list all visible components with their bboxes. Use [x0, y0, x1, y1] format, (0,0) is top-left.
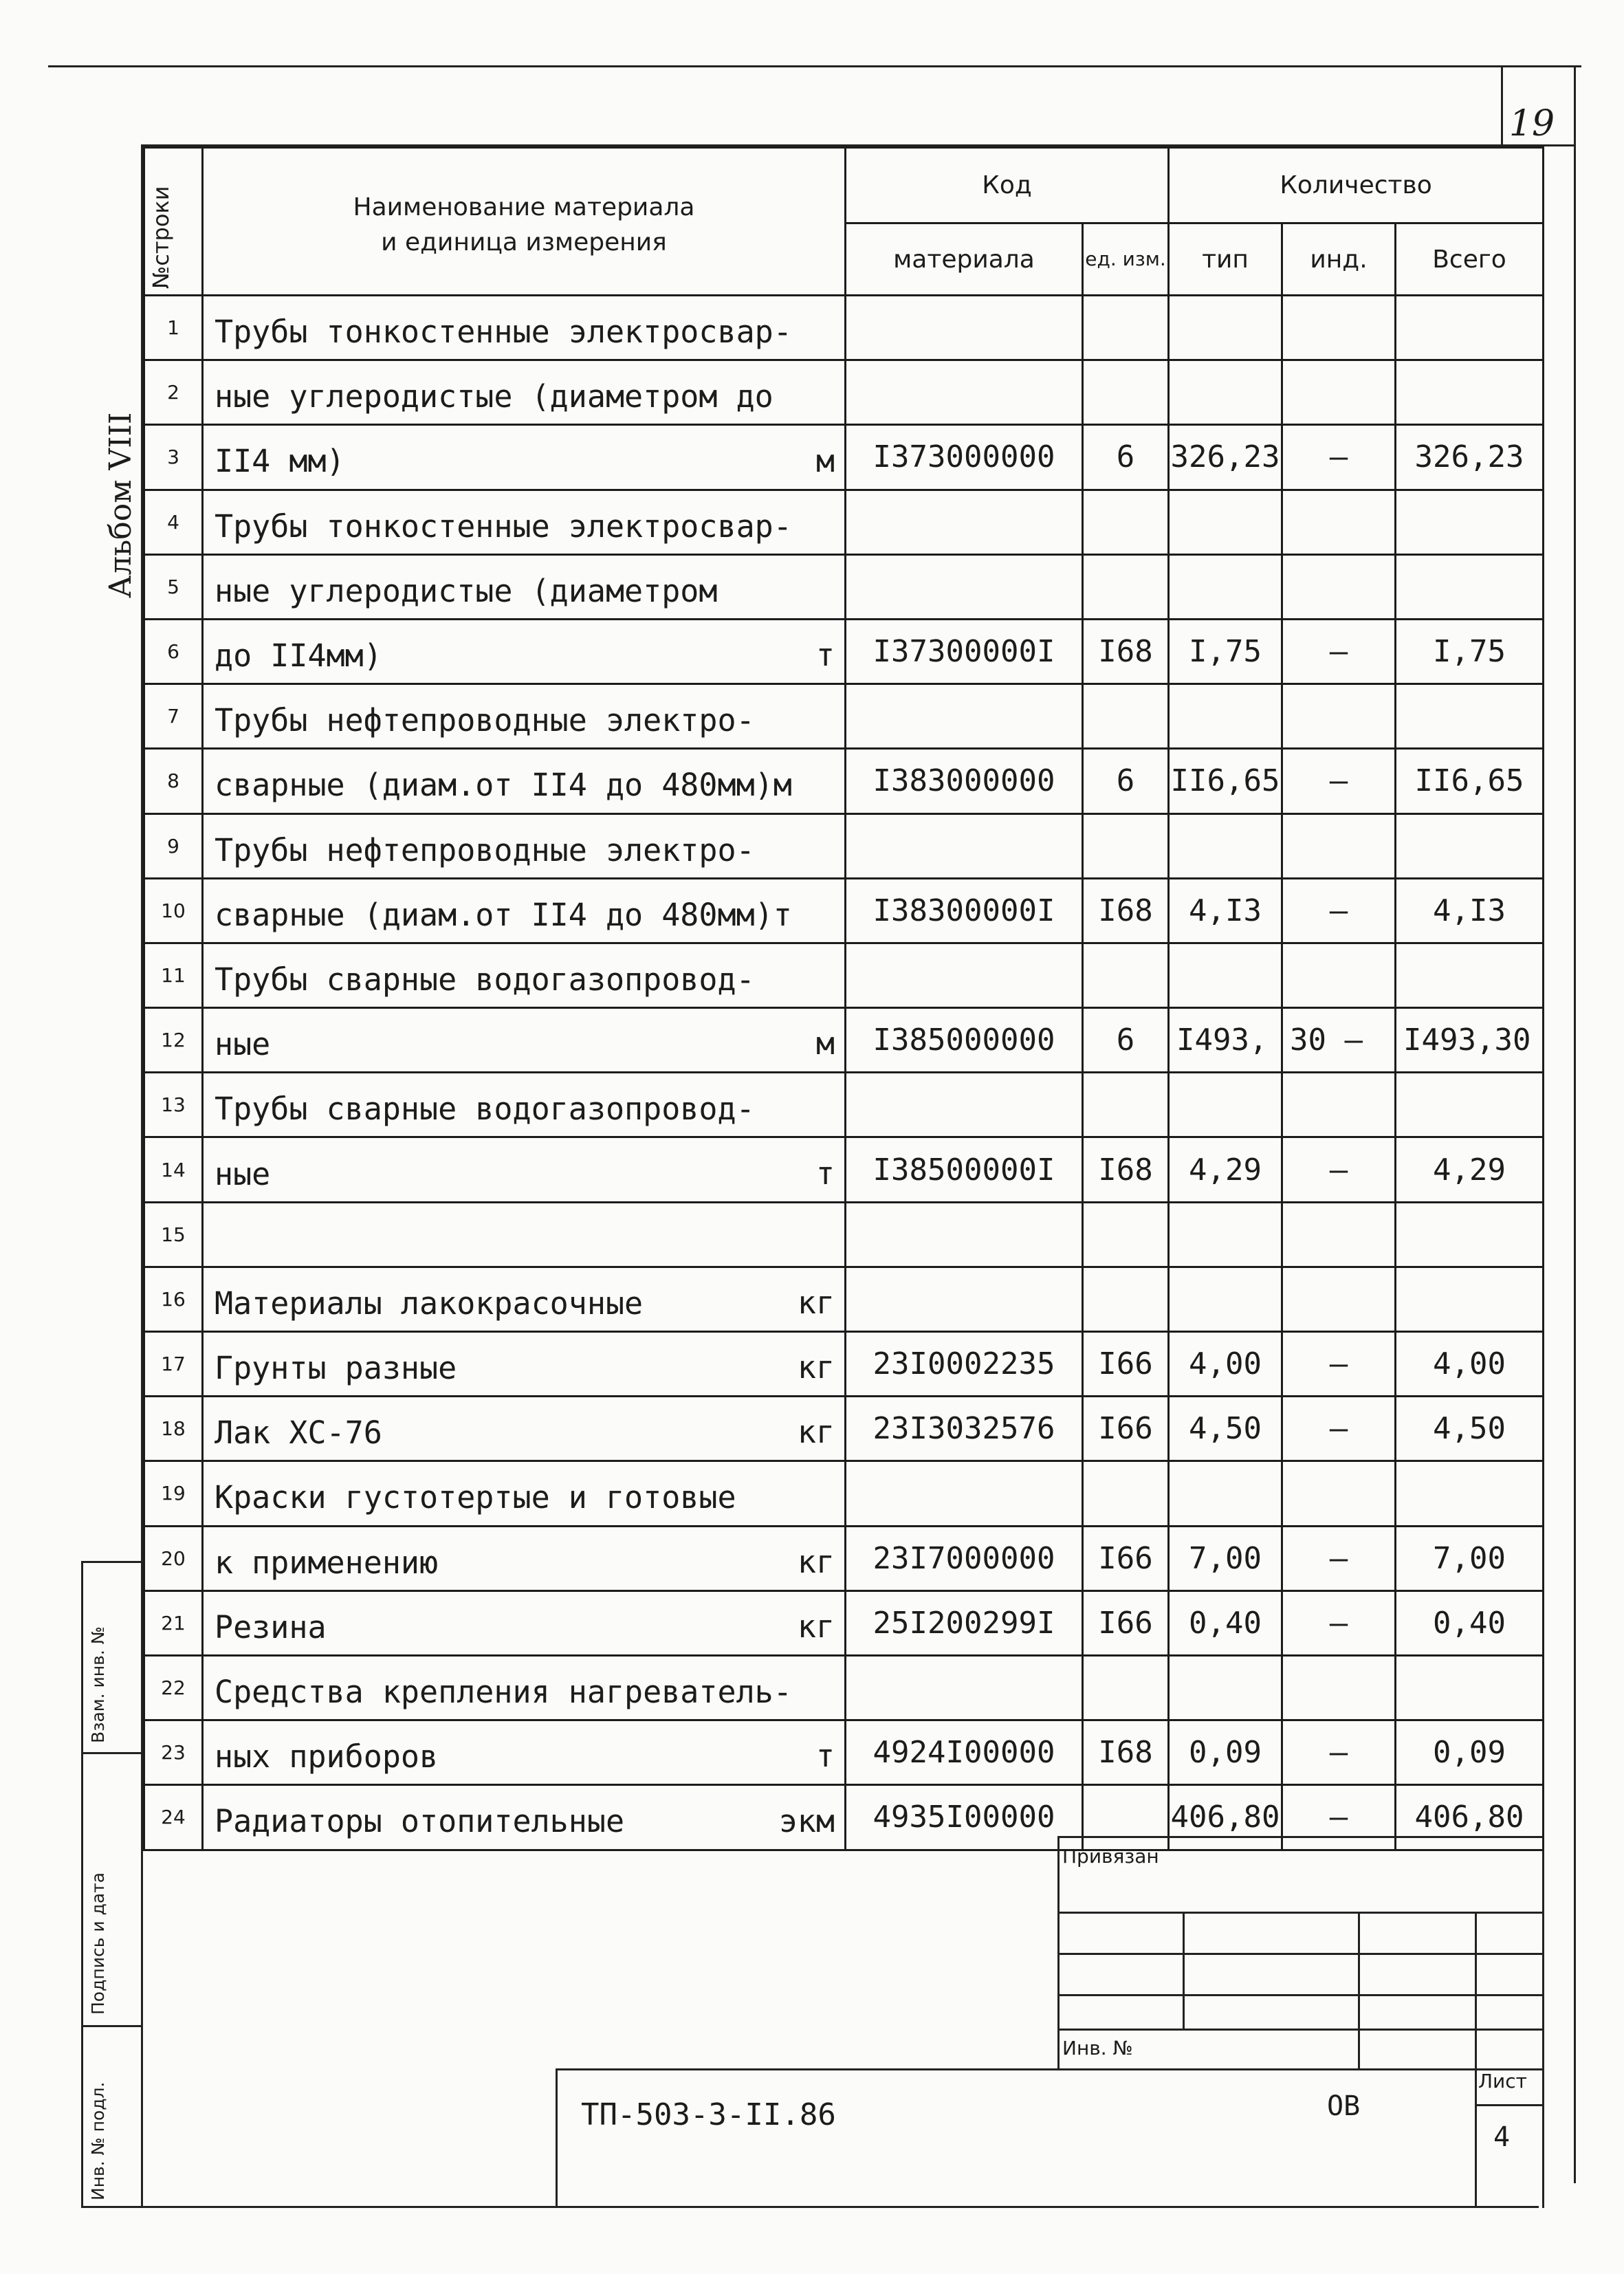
row-unit: м	[815, 1025, 835, 1062]
row-name	[203, 1785, 846, 1850]
header-quantity: Количество	[1169, 148, 1544, 223]
row-code: 25I200299I	[846, 1590, 1083, 1655]
row-name-text: ные	[215, 1026, 271, 1063]
row-name	[203, 1332, 846, 1397]
row-code	[846, 554, 1083, 619]
row-qty-ind: –	[1282, 619, 1396, 684]
row-code: I385000000	[846, 1008, 1083, 1073]
row-unit-code	[1083, 1785, 1169, 1850]
row-qty-ind: –	[1282, 1526, 1396, 1590]
row-number: 6	[144, 619, 203, 684]
row-number: 20	[144, 1526, 203, 1590]
row-qty-total: I,75	[1396, 619, 1544, 684]
row-number: 18	[144, 1397, 203, 1461]
table-row	[144, 490, 1544, 554]
row-code	[846, 1461, 1083, 1526]
table-row	[144, 360, 1544, 425]
row-code	[846, 1202, 1083, 1267]
row-name	[203, 360, 846, 425]
margin-podpis-data: Подпись и дата	[88, 1872, 108, 2015]
row-number: 22	[144, 1655, 203, 1720]
table-body	[144, 296, 1544, 1850]
tb-privyazan-col2	[1358, 1912, 1360, 2070]
row-unit-code: 6	[1083, 1008, 1169, 1073]
row-number: 15	[144, 1202, 203, 1267]
row-number: 10	[144, 878, 203, 943]
row-name	[203, 1461, 846, 1526]
row-number: 17	[144, 1332, 203, 1397]
row-name	[203, 943, 846, 1007]
row-qty-type: 326,23	[1169, 425, 1282, 490]
row-code	[846, 1655, 1083, 1720]
row-qty-type: 0,09	[1169, 1720, 1282, 1785]
row-code: 4924I00000	[846, 1720, 1083, 1785]
row-number: 21	[144, 1590, 203, 1655]
row-number: 1	[144, 296, 203, 360]
table-row	[144, 1655, 1544, 1720]
stamp-top	[556, 2068, 1542, 2070]
row-unit-code	[1083, 684, 1169, 749]
row-name	[203, 878, 846, 943]
row-unit-code	[1083, 1073, 1169, 1137]
row-code: 23I7000000	[846, 1526, 1083, 1590]
row-code: 23I3032576	[846, 1397, 1083, 1461]
row-unit: м	[815, 442, 835, 479]
row-qty-type: 4,29	[1169, 1137, 1282, 1202]
row-qty-ind	[1282, 1461, 1396, 1526]
row-code	[846, 813, 1083, 878]
row-unit: кг	[797, 1284, 835, 1321]
margin-sep-3	[81, 2025, 143, 2027]
row-qty-type: I,75	[1169, 619, 1282, 684]
row-name	[203, 684, 846, 749]
row-name	[203, 619, 846, 684]
row-unit-code	[1083, 554, 1169, 619]
row-code: I383000000	[846, 749, 1083, 813]
table-row	[144, 1461, 1544, 1526]
row-qty-total: 4,50	[1396, 1397, 1544, 1461]
row-qty-ind: –	[1282, 1785, 1396, 1850]
margin-col-line-1	[81, 1561, 83, 2207]
row-qty-total: 4,00	[1396, 1332, 1544, 1397]
row-qty-type	[1169, 1073, 1282, 1137]
row-unit-code: I66	[1083, 1332, 1169, 1397]
row-name-text: II4 мм)	[215, 443, 345, 480]
row-number: 12	[144, 1008, 203, 1073]
row-qty-ind	[1282, 1202, 1396, 1267]
row-qty-ind	[1282, 1073, 1396, 1137]
materials-table	[143, 146, 1544, 1851]
row-qty-ind	[1282, 296, 1396, 360]
row-qty-total	[1396, 684, 1544, 749]
row-qty-ind: –	[1282, 1397, 1396, 1461]
row-unit: т	[815, 1738, 835, 1775]
row-qty-total	[1396, 554, 1544, 619]
row-name	[203, 490, 846, 554]
row-unit-code	[1083, 1655, 1169, 1720]
row-qty-ind	[1282, 554, 1396, 619]
row-code	[846, 490, 1083, 554]
row-name-text: ных приборов	[215, 1738, 439, 1775]
row-qty-ind	[1282, 1655, 1396, 1720]
row-unit-code	[1083, 943, 1169, 1007]
header-name-line1: Наименование материала	[353, 193, 695, 221]
row-name-text: ные углеродистые (диаметром	[215, 572, 718, 609]
table-row	[144, 1073, 1544, 1137]
row-number: 9	[144, 813, 203, 878]
row-unit-code	[1083, 1202, 1169, 1267]
tb-privyazan-row2	[1057, 1953, 1542, 1955]
header-code-material: материала	[846, 223, 1083, 296]
table-row	[144, 1202, 1544, 1267]
sheet-label: Лист	[1478, 2070, 1527, 2092]
table-row	[144, 296, 1544, 360]
row-qty-type	[1169, 554, 1282, 619]
row-qty-total	[1396, 490, 1544, 554]
stamp-left	[556, 2068, 558, 2206]
row-qty-total: 4,29	[1396, 1137, 1544, 1202]
table-row	[144, 943, 1544, 1007]
row-name	[203, 425, 846, 490]
row-code	[846, 360, 1083, 425]
row-name	[203, 813, 846, 878]
tb-privyazan-row3	[1057, 1994, 1542, 1996]
row-qty-type	[1169, 1267, 1282, 1331]
row-unit-code: I66	[1083, 1397, 1169, 1461]
row-qty-type	[1169, 684, 1282, 749]
stamp-sheet-left	[1475, 2068, 1477, 2206]
table-row	[144, 1526, 1544, 1590]
row-name	[203, 1202, 846, 1267]
row-qty-type	[1169, 360, 1282, 425]
table-row	[144, 749, 1544, 813]
table-row	[144, 813, 1544, 878]
tb-privyazan-label: Привязан	[1062, 1845, 1159, 1868]
row-unit: т	[815, 637, 835, 674]
document-mark: ОВ	[1327, 2090, 1361, 2122]
page-number: 19	[1508, 103, 1555, 144]
row-unit: кг	[797, 1349, 835, 1386]
row-qty-ind	[1282, 684, 1396, 749]
row-name-text: Трубы тонкостенные электросвар-	[215, 314, 792, 351]
table-row	[144, 1332, 1544, 1397]
margin-sep-2	[81, 1752, 143, 1754]
row-unit: т	[815, 1155, 835, 1192]
row-qty-type	[1169, 813, 1282, 878]
row-name-text: Лак ХС-76	[215, 1414, 382, 1452]
row-number: 13	[144, 1073, 203, 1137]
row-qty-type	[1169, 490, 1282, 554]
row-name-text: Трубы нефтепроводные электро-	[215, 702, 755, 739]
row-unit: кг	[797, 1414, 835, 1451]
row-unit-code: 6	[1083, 749, 1169, 813]
row-number: 14	[144, 1137, 203, 1202]
tb-privyazan-row1	[1057, 1912, 1542, 1914]
frame-bottom-line	[81, 2206, 1539, 2208]
row-name-text: к применению	[215, 1544, 439, 1581]
row-code: 23I0002235	[846, 1332, 1083, 1397]
row-qty-type: 4,I3	[1169, 878, 1282, 943]
stamp-sheet-sep	[1475, 2104, 1542, 2106]
header-row-number: №строки	[144, 148, 203, 296]
row-name	[203, 1590, 846, 1655]
row-qty-ind: –	[1282, 878, 1396, 943]
row-unit-code: I66	[1083, 1590, 1169, 1655]
row-unit-code: I66	[1083, 1526, 1169, 1590]
row-qty-ind	[1282, 813, 1396, 878]
row-name	[203, 1720, 846, 1785]
row-qty-ind: –	[1282, 749, 1396, 813]
row-qty-total: 7,00	[1396, 1526, 1544, 1590]
row-code: I38300000I	[846, 878, 1083, 943]
row-qty-type	[1169, 296, 1282, 360]
tb-inv-label: Инв. №	[1062, 2037, 1133, 2059]
header-code-unit: ед. изм.	[1083, 223, 1169, 296]
sheet-number: 4	[1493, 2121, 1511, 2153]
row-qty-type	[1169, 1461, 1282, 1526]
row-name-text: сварные (диам.от II4 до 480мм)м	[215, 767, 792, 804]
header-qty-type: тип	[1169, 223, 1282, 296]
row-name-text: до II4мм)	[215, 637, 382, 675]
row-name	[203, 1073, 846, 1137]
row-qty-total: 406,80	[1396, 1785, 1544, 1850]
row-qty-total	[1396, 1202, 1544, 1267]
row-number: 7	[144, 684, 203, 749]
row-qty-ind	[1282, 360, 1396, 425]
row-qty-ind: –	[1282, 1137, 1396, 1202]
row-name-text: Грунты разные	[215, 1350, 457, 1387]
row-unit-code	[1083, 296, 1169, 360]
row-qty-ind	[1282, 490, 1396, 554]
row-name	[203, 1267, 846, 1331]
table-row	[144, 1008, 1544, 1073]
row-qty-type: I493,	[1169, 1008, 1282, 1073]
row-qty-type: 4,50	[1169, 1397, 1282, 1461]
table-header-row-1	[144, 148, 1544, 223]
frame-right-line	[1574, 65, 1576, 2183]
table-row	[144, 878, 1544, 943]
row-qty-type: 406,80	[1169, 1785, 1282, 1850]
tb-privyazan-row4	[1057, 2029, 1542, 2031]
row-code	[846, 296, 1083, 360]
row-unit-code: 6	[1083, 425, 1169, 490]
row-qty-total: 326,23	[1396, 425, 1544, 490]
row-qty-ind	[1282, 943, 1396, 1007]
row-name-text: Средства крепления нагреватель-	[215, 1674, 792, 1711]
table-row	[144, 1267, 1544, 1331]
row-qty-total: I493,30	[1396, 1008, 1544, 1073]
row-unit-code: I68	[1083, 1720, 1169, 1785]
document-code: ТП-503-3-II.86	[581, 2097, 836, 2132]
table-row	[144, 1590, 1544, 1655]
header-name-line2: и единица измерения	[381, 228, 667, 256]
row-qty-type: II6,65	[1169, 749, 1282, 813]
row-code	[846, 943, 1083, 1007]
header-qty-total: Всего	[1396, 223, 1544, 296]
row-name-text: ные углеродистые (диаметром до	[215, 378, 773, 415]
row-name	[203, 1526, 846, 1590]
row-name-text: Трубы тонкостенные электросвар-	[215, 507, 792, 545]
row-name-text: Резина	[215, 1608, 327, 1646]
row-qty-total: 4,I3	[1396, 878, 1544, 943]
table-row	[144, 1785, 1544, 1850]
row-number: 23	[144, 1720, 203, 1785]
row-qty-total: 0,40	[1396, 1590, 1544, 1655]
row-qty-total	[1396, 1073, 1544, 1137]
row-name-text: Краски густотертые и готовые	[215, 1479, 736, 1516]
table-row	[144, 425, 1544, 490]
row-number: 8	[144, 749, 203, 813]
row-qty-ind: –	[1282, 425, 1396, 490]
row-unit-code	[1083, 1267, 1169, 1331]
row-name	[203, 1655, 846, 1720]
row-qty-type	[1169, 943, 1282, 1007]
row-qty-type	[1169, 1655, 1282, 1720]
row-name-text: Материалы лакокрасочные	[215, 1284, 644, 1322]
row-qty-total: II6,65	[1396, 749, 1544, 813]
row-unit: кг	[797, 1543, 835, 1580]
row-unit-code	[1083, 1461, 1169, 1526]
row-code	[846, 1073, 1083, 1137]
row-name-text: Радиаторы отопительные	[215, 1803, 625, 1840]
header-code: Код	[846, 148, 1169, 223]
row-qty-ind	[1282, 1267, 1396, 1331]
row-name	[203, 296, 846, 360]
row-qty-ind: –	[1282, 1332, 1396, 1397]
row-unit-code: I68	[1083, 878, 1169, 943]
row-code	[846, 1267, 1083, 1331]
tb-privyazan-col3	[1475, 1912, 1477, 2070]
row-name	[203, 1008, 846, 1073]
frame-page-number-box-left	[1501, 65, 1503, 146]
row-qty-total	[1396, 296, 1544, 360]
row-name-text: Трубы сварные водогазопровод-	[215, 961, 755, 998]
row-qty-ind: –	[1282, 1590, 1396, 1655]
table-row	[144, 1397, 1544, 1461]
row-name-text: сварные (диам.от II4 до 480мм)т	[215, 896, 792, 933]
row-qty-total	[1396, 943, 1544, 1007]
row-number: 19	[144, 1461, 203, 1526]
row-unit-code	[1083, 490, 1169, 554]
row-unit-code: I68	[1083, 619, 1169, 684]
row-unit: кг	[797, 1608, 835, 1645]
row-name	[203, 749, 846, 813]
row-qty-total	[1396, 813, 1544, 878]
row-code: I38500000I	[846, 1137, 1083, 1202]
row-qty-type: 0,40	[1169, 1590, 1282, 1655]
row-name-text: Трубы нефтепроводные электро-	[215, 831, 755, 868]
row-unit: экм	[778, 1802, 835, 1839]
row-name-text: Трубы сварные водогазопровод-	[215, 1091, 755, 1128]
row-unit-code	[1083, 360, 1169, 425]
margin-vzam-inv: Взам. инв. №	[88, 1626, 108, 1743]
row-qty-total	[1396, 1461, 1544, 1526]
row-code: I37300000I	[846, 619, 1083, 684]
row-qty-type: 4,00	[1169, 1332, 1282, 1397]
row-name	[203, 554, 846, 619]
row-qty-ind: –	[1282, 1720, 1396, 1785]
row-name	[203, 1137, 846, 1202]
row-name-text: ные	[215, 1155, 271, 1192]
margin-inv-podl: Инв. № подл.	[88, 2081, 108, 2200]
row-qty-total: 0,09	[1396, 1720, 1544, 1785]
row-qty-total	[1396, 1655, 1544, 1720]
header-qty-ind: инд.	[1282, 223, 1396, 296]
tb-privyazan-top	[1057, 1836, 1542, 1838]
row-number: 2	[144, 360, 203, 425]
row-code	[846, 684, 1083, 749]
row-code: 4935I00000	[846, 1785, 1083, 1850]
row-qty-type	[1169, 1202, 1282, 1267]
table-row	[144, 554, 1544, 619]
row-number: 3	[144, 425, 203, 490]
table-row	[144, 684, 1544, 749]
header-name	[203, 148, 846, 296]
table-row	[144, 619, 1544, 684]
row-number: 24	[144, 1785, 203, 1850]
row-unit-code	[1083, 813, 1169, 878]
row-number: 11	[144, 943, 203, 1007]
row-code: I373000000	[846, 425, 1083, 490]
table-row	[144, 1720, 1544, 1785]
row-number: 16	[144, 1267, 203, 1331]
row-number: 4	[144, 490, 203, 554]
row-name	[203, 1397, 846, 1461]
row-qty-total	[1396, 1267, 1544, 1331]
row-qty-total	[1396, 360, 1544, 425]
row-number: 5	[144, 554, 203, 619]
frame-top-rule	[48, 65, 1581, 67]
margin-sep-1	[81, 1561, 143, 1563]
album-label: Альбом VIII	[103, 412, 138, 598]
row-qty-ind: 30 –	[1282, 1008, 1396, 1073]
tb-privyazan-col1	[1183, 1912, 1185, 2029]
row-unit-code: I68	[1083, 1137, 1169, 1202]
row-qty-type: 7,00	[1169, 1526, 1282, 1590]
table-row	[144, 1137, 1544, 1202]
